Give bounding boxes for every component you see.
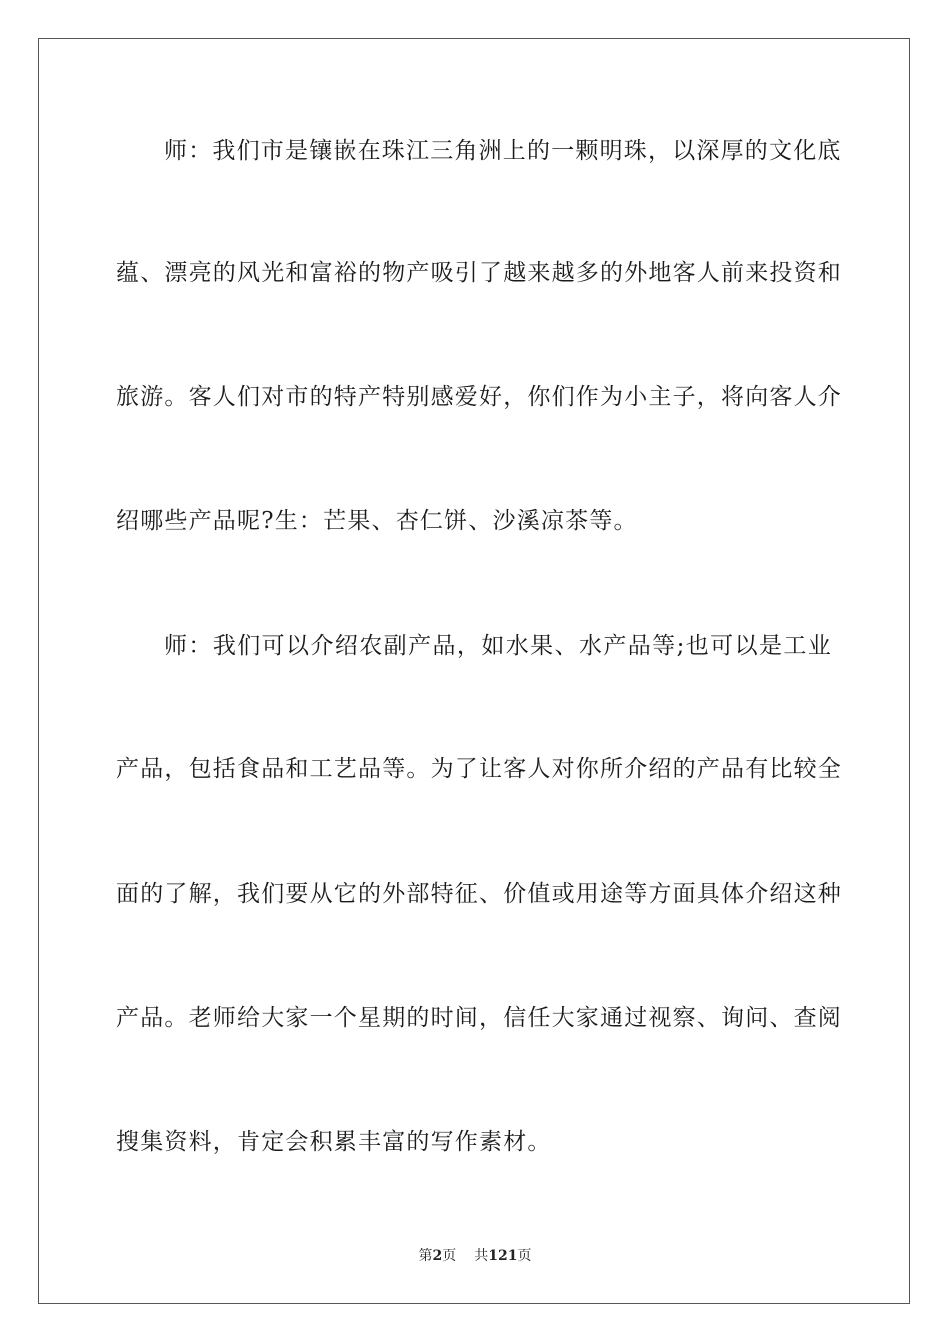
page-frame xyxy=(38,38,910,1304)
paragraph-1-line-3: 旅游。客人们对市的特产特别感爱好，你们作为小主子，将向客人介 xyxy=(116,384,842,410)
page-footer xyxy=(0,1247,950,1265)
paragraph-1-line-2: 蕴、漂亮的风光和富裕的物产吸引了越来越多的外地客人前来投资和 xyxy=(116,260,842,286)
paragraph-2-line-3: 面的了解，我们要从它的外部特征、价值或用途等方面具体介绍这种 xyxy=(116,881,842,907)
paragraph-2-line-5: 搜集资料，肯定会积累丰富的写作素材。 xyxy=(116,1129,552,1155)
paragraph-1-line-4: 绍哪些产品呢?生：芒果、杏仁饼、沙溪凉茶等。 xyxy=(116,508,638,534)
paragraph-1-line-1: 师：我们市是镶嵌在珠江三角洲上的一颗明珠，以深厚的文化底 xyxy=(164,138,842,164)
footer-total-pages: 121 xyxy=(488,1248,518,1264)
paragraph-2-line-4: 产品。老师给大家一个星期的时间，信任大家通过视察、询问、查阅 xyxy=(116,1005,842,1031)
footer-total-suffix: 页 xyxy=(517,1248,532,1264)
footer-page-number: 2 xyxy=(432,1248,443,1264)
paragraph-2-line-2: 产品，包括食品和工艺品等。为了让客人对你所介绍的产品有比较全 xyxy=(116,756,842,782)
footer-page-prefix: 第 xyxy=(418,1248,433,1264)
footer-total-prefix: 共 xyxy=(474,1248,489,1264)
paragraph-2-line-1: 师：我们可以介绍农副产品，如水果、水产品等;也可以是工业 xyxy=(164,633,832,659)
footer-page-suffix: 页 xyxy=(442,1248,457,1264)
